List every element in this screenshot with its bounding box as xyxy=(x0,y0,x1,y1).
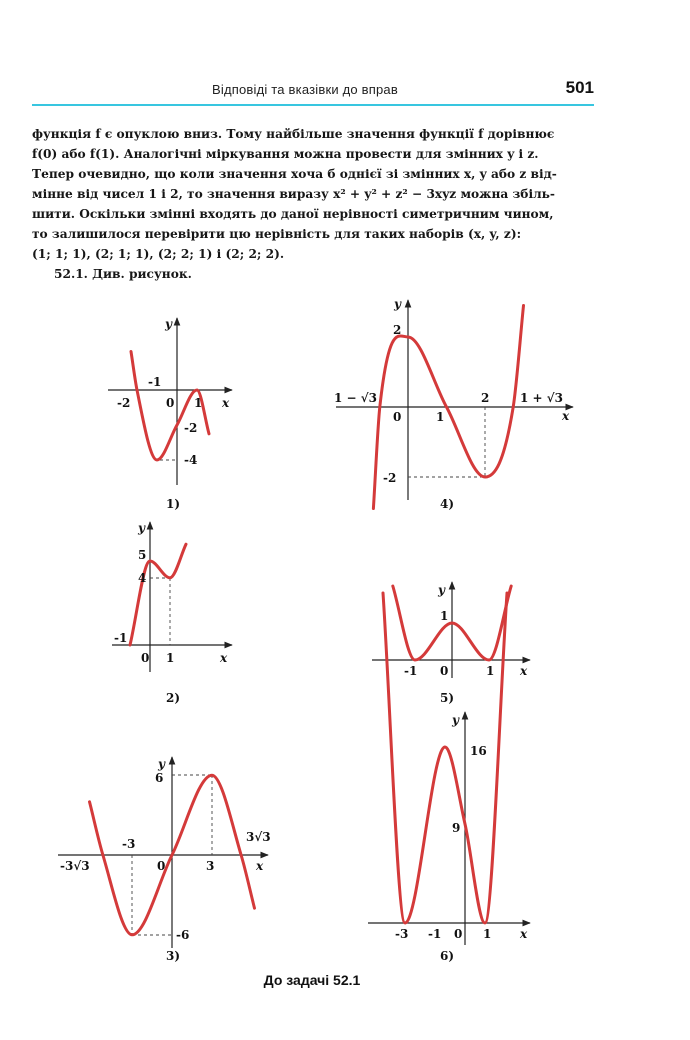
tick-label: 1 xyxy=(194,396,203,410)
graph-panel-3 xyxy=(58,757,271,963)
text-line: мінне від чисел 1 і 2, то значення виразу x² + y² + z² − 3xyz можна збіль- xyxy=(32,187,555,201)
y-axis-label: y xyxy=(138,521,145,535)
tick-label: 9 xyxy=(452,821,461,835)
tick-label: -1 xyxy=(404,664,418,678)
panel-label: 5) xyxy=(440,691,455,705)
text-line: то залишилося перевірити цю нерівність для таких наборів (x, y, z): xyxy=(32,227,522,241)
panel-label: 2) xyxy=(166,691,181,705)
graph-panel-2 xyxy=(112,521,232,705)
tick-label: 3√3 xyxy=(246,830,271,844)
tick-label: 2 xyxy=(393,323,402,337)
tick-label: -1 xyxy=(114,631,128,645)
x-axis-label: x xyxy=(222,396,230,410)
tick-label: 4 xyxy=(138,571,147,585)
x-axis-label: x xyxy=(256,859,264,873)
tick-label: -4 xyxy=(184,453,198,467)
tick-label: 0 xyxy=(393,410,402,424)
tick-label: 1 xyxy=(483,927,492,941)
y-axis-label: y xyxy=(438,583,445,597)
x-axis-label: x xyxy=(520,664,528,678)
panel-label: 6) xyxy=(440,949,455,963)
tick-label: 6 xyxy=(155,771,164,785)
graph-panel-6 xyxy=(368,593,530,963)
figure-caption: До задачі 52.1 xyxy=(263,972,361,988)
graph-panel-1 xyxy=(108,317,232,511)
tick-label: -6 xyxy=(176,928,190,942)
tick-label: 1 xyxy=(440,609,449,623)
y-axis-label: y xyxy=(158,757,165,771)
tick-label: 1 xyxy=(166,651,175,665)
tick-label: 2 xyxy=(481,391,490,405)
exercise-reference: 52.1. Див. рисунок. xyxy=(54,267,192,281)
graph-panel-4 xyxy=(334,297,573,511)
tick-label: 3 xyxy=(206,859,215,873)
y-axis-label: y xyxy=(394,297,401,311)
page-number: 501 xyxy=(565,78,594,97)
tick-label: 0 xyxy=(454,927,463,941)
y-axis-label: y xyxy=(452,713,459,727)
tick-label: -2 xyxy=(383,471,397,485)
tick-label: -3√3 xyxy=(60,859,90,873)
tick-label: 1 xyxy=(486,664,495,678)
curve xyxy=(383,593,507,923)
text-line: (1; 1; 1), (2; 1; 1), (2; 2; 1) і (2; 2; 2). xyxy=(32,247,285,261)
panel-label: 4) xyxy=(440,497,455,511)
x-axis-label: x xyxy=(562,409,570,423)
text-line: Тепер очевидно, що коли значення хоча б однієї зі змінних x, y або z від- xyxy=(32,167,557,181)
tick-label: 0 xyxy=(157,859,166,873)
panel-label: 1) xyxy=(166,497,181,511)
text-line: f(0) або f(1). Аналогічні міркування можна провести для змінних y і z. xyxy=(32,147,539,161)
tick-label: 5 xyxy=(138,548,147,562)
tick-label: -1 xyxy=(428,927,442,941)
tick-label: -3 xyxy=(122,837,136,851)
tick-label: 1 + √3 xyxy=(520,391,563,405)
text-line: шити. Оскільки змінні входять до даної нерівності симетричним чином, xyxy=(32,207,554,221)
tick-label: 0 xyxy=(141,651,150,665)
running-title: Відповіді та вказівки до вправ xyxy=(212,82,398,97)
tick-label: -2 xyxy=(184,421,198,435)
tick-label: 0 xyxy=(166,396,175,410)
x-axis-label: x xyxy=(220,651,228,665)
tick-label: 16 xyxy=(470,744,487,758)
tick-label: 1 xyxy=(436,410,445,424)
y-axis-label: y xyxy=(165,317,172,331)
x-axis-label: x xyxy=(520,927,528,941)
panel-label: 3) xyxy=(166,949,181,963)
tick-label: -1 xyxy=(148,375,162,389)
tick-label: 1 − √3 xyxy=(334,391,377,405)
tick-label: 0 xyxy=(440,664,449,678)
text-line: функція f є опуклою вниз. Тому найбільше значення функції f дорівнює xyxy=(32,127,555,141)
tick-label: -2 xyxy=(117,396,131,410)
tick-label: -3 xyxy=(395,927,409,941)
